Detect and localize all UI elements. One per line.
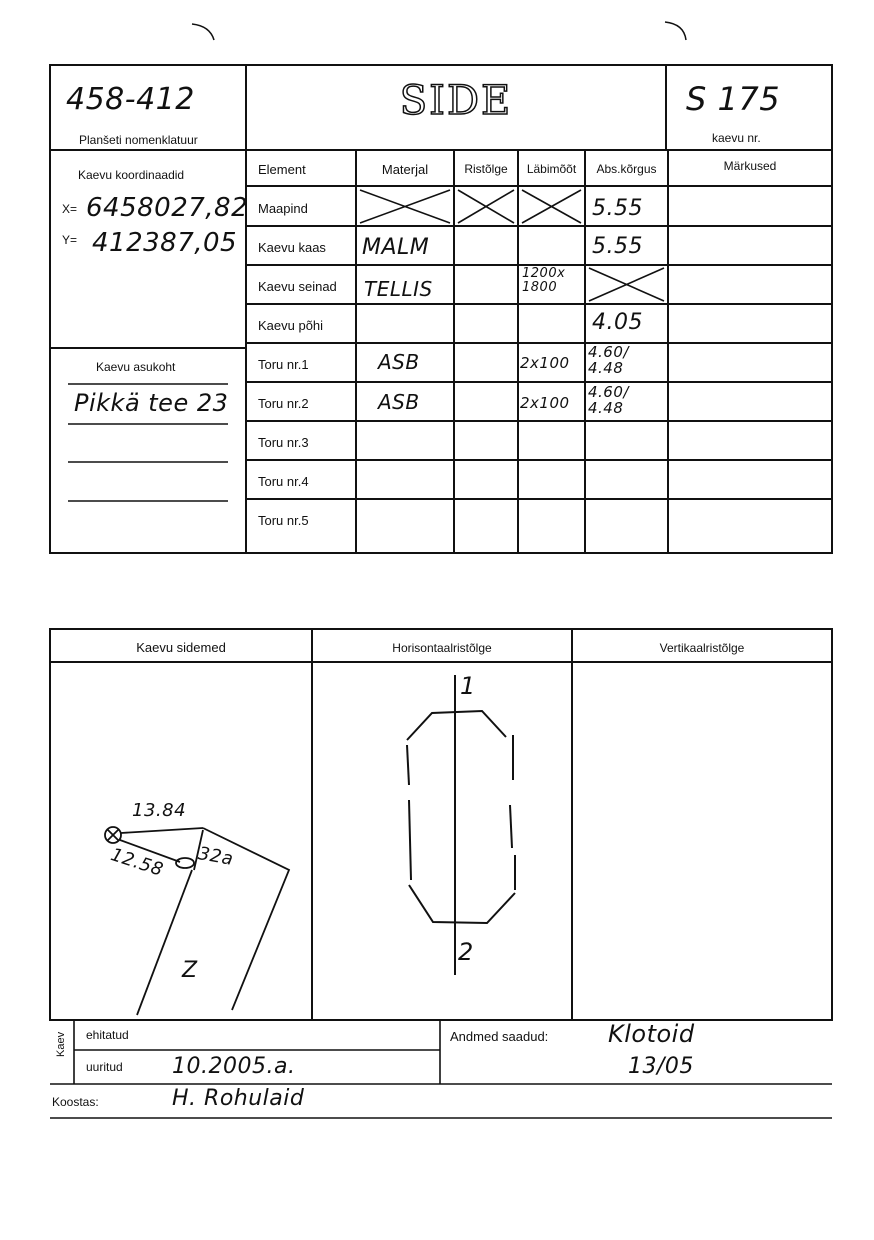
- row-element: Kaevu kaas: [258, 240, 326, 255]
- coord-x-value: 6458027,82: [86, 193, 249, 223]
- row-elevation: 5.55: [592, 234, 643, 259]
- coords-label: Kaevu koordinaadid: [78, 168, 185, 182]
- data-received-code: 13/05: [628, 1054, 694, 1079]
- nomenclature-value: 458-412: [66, 82, 195, 117]
- location-value: Pikkä tee 23: [74, 389, 229, 417]
- coord-y-prefix: Y=: [62, 233, 78, 247]
- compiled-value: H. Rohulaid: [172, 1086, 305, 1111]
- row-element: Toru nr.1: [258, 357, 309, 372]
- binder-mark-left: [192, 24, 214, 40]
- row-element: Toru nr.5: [258, 513, 309, 528]
- building-mark: Z: [182, 958, 198, 983]
- pipe-label-2: 2: [458, 938, 474, 966]
- row-element: Maapind: [258, 201, 308, 216]
- row-element: Toru nr.2: [258, 396, 309, 411]
- row-material: TELLIS: [364, 277, 433, 301]
- lower-block-frame: [50, 629, 832, 1020]
- col-header-cross: Ristõlge: [464, 162, 508, 176]
- tie-distance-2: 12.58: [108, 844, 166, 881]
- tie-distance-1: 13.84: [132, 800, 187, 821]
- row-element: Toru nr.4: [258, 474, 309, 489]
- coord-x-prefix: X=: [62, 202, 78, 216]
- row-element: Kaevu seinad: [258, 279, 337, 294]
- compiled-label: Koostas:: [52, 1095, 99, 1109]
- built-label: ehitatud: [86, 1028, 129, 1042]
- col-header-elevation: Abs.kõrgus: [596, 162, 657, 176]
- horizontal-section-header: Horisontaalristõlge: [392, 641, 492, 655]
- row-material: ASB: [378, 350, 420, 374]
- horizontal-section-sketch: [407, 675, 515, 975]
- surveyed-label: uuritud: [86, 1060, 123, 1074]
- binder-mark-right: [665, 22, 686, 40]
- ties-header: Kaevu sidemed: [136, 640, 226, 655]
- row-elevation: 4.60/ 4.48: [588, 343, 629, 377]
- coord-y-value: 412387,05: [92, 228, 238, 258]
- row-elevation: 5.55: [592, 196, 643, 221]
- well-number-label: kaevu nr.: [712, 131, 761, 145]
- well-number-value: S 175: [686, 80, 781, 118]
- col-header-diameter: Läbimõõt: [526, 162, 577, 176]
- data-received-value: Klotoid: [608, 1020, 695, 1048]
- location-label: Kaevu asukoht: [96, 360, 176, 374]
- row-material: MALM: [362, 235, 430, 260]
- row-material: ASB: [378, 390, 420, 414]
- row-element: Toru nr.3: [258, 435, 309, 450]
- pipe-label-1: 1: [460, 672, 476, 700]
- data-received-label: Andmed saadud:: [450, 1029, 549, 1044]
- row-diameter: 2x100: [520, 354, 570, 372]
- col-header-material: Materjal: [381, 162, 429, 177]
- col-header-element: Element: [258, 162, 306, 177]
- col-header-remarks: Märkused: [723, 159, 777, 173]
- row-diameter: 2x100: [520, 394, 570, 412]
- nomenclature-label: Planšeti nomenklatuur: [79, 133, 198, 147]
- surveyed-value: 10.2005.a.: [172, 1054, 296, 1079]
- kaev-label: Kaev: [55, 1031, 67, 1057]
- row-element: Kaevu põhi: [258, 318, 324, 333]
- row-elevation: 4.05: [592, 310, 643, 335]
- vertical-section-header: Vertikaalristõlge: [659, 641, 745, 655]
- tie-distance-3: 32a: [196, 843, 235, 870]
- row-diameter: 1200x 1800: [522, 266, 566, 295]
- row-elevation: 4.60/ 4.48: [588, 383, 629, 417]
- page-title: SIDE: [399, 78, 513, 124]
